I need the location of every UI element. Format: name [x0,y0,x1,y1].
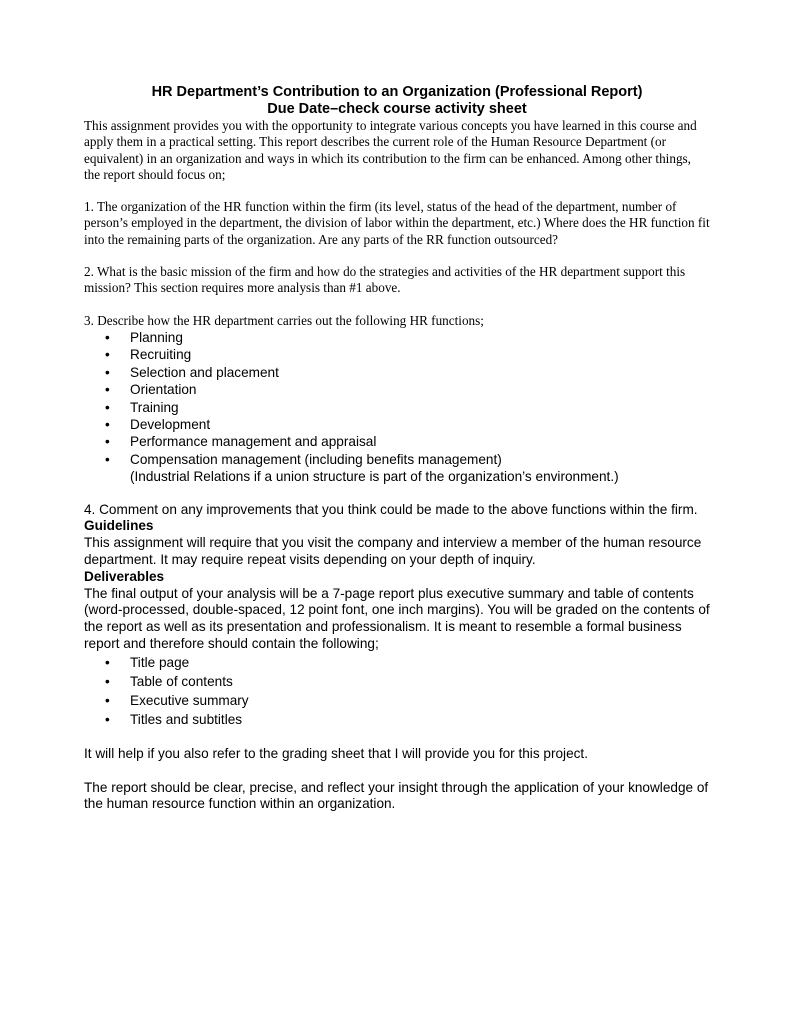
document-page [84,84,710,813]
bullet-icon: • [105,347,110,363]
deliverables-paragraph: The final output of your analysis will be a 7-page report plus executive summary and table of contents (word-processed, double-spaced, 12 point font, one inch margins). You will be graded on the contents of the report as well as its presentation and professionalism. It is meant to resemble a formal business report and therefore should contain the following; [84,585,710,651]
bullet-icon: • [105,692,110,708]
deliverables-heading: Deliverables [84,568,165,584]
bullet-icon: • [105,434,110,450]
bullet-icon: • [105,399,110,415]
list-item: • Orientation [105,382,197,398]
bullet-icon: • [105,329,110,345]
bullet-icon: • [105,711,110,727]
list-item: • Recruiting [105,347,192,363]
item-3-paragraph: 3. Describe how the HR department carries out the following HR functions; [84,312,484,328]
list-item: • Development [105,417,211,432]
bullet-icon: • [105,417,110,432]
grading-note-paragraph: It will help if you also refer to the grading sheet that I will provide you for this project. [84,745,588,761]
list-item: • Title page [105,654,190,670]
deliverables-list [84,653,710,729]
guidelines-heading: Guidelines [84,518,154,534]
closing-paragraph: The report should be clear, precise, and reflect your insight through the application of your knowledge of the human resource function within an organization. [84,779,709,812]
bullet-icon: • [105,364,110,380]
guidelines-paragraph: This assignment will require that you visit the company and interview a member of the human resource department. It may require repeat visits depending on your depth of inquiry. [84,535,702,568]
list-item: • Compensation management (including benefits management) (Industrial Relations if a union structure is part of the organization’s environment.) [105,451,619,485]
document-subtitle: Due Date–check course activity sheet [267,101,527,117]
hr-functions-list [84,329,710,486]
bullet-icon: • [105,654,110,670]
list-item: • Selection and placement [105,364,279,380]
list-item: • Table of contents [105,673,233,689]
document-title: HR Department’s Contribution to an Organization (Professional Report) [151,84,643,100]
list-item: • Titles and subtitles [105,711,243,727]
bullet-icon: • [105,673,110,689]
list-item: • Training [105,399,179,415]
item-4-paragraph: 4. Comment on any improvements that you think could be made to the above functions within the firm. [84,501,698,517]
item-2-paragraph: 2. What is the basic mission of the firm and how do the strategies and activities of the HR department support this mission? This section requires more analysis than #1 above. [84,264,686,296]
bullet-icon: • [105,382,110,398]
item-1-paragraph: 1. The organization of the HR function within the firm (its level, status of the head of the department, number of person’s employed in the department, the division of labor within the department, etc.) Where does the HR function fit into the remaining parts of the organization. Are any parts of the RR function outsourced? [84,199,710,247]
list-item: • Performance management and appraisal [105,434,377,450]
list-item: • Planning [105,329,183,345]
bullet-icon: • [105,451,110,467]
list-item: • Executive summary [105,692,249,708]
hr-functions-note: (Industrial Relations if a union structure is part of the organization’s environment.) [130,469,619,485]
intro-paragraph: This assignment provides you with the opportunity to integrate various concepts you have learned in this course and apply them in a practical setting. This report describes the current role of the Human Resource Department (or equivalent) in an organization and ways in which its contribution to the firm can be enhanced. Among other things, the report should focus on; [84,118,697,182]
